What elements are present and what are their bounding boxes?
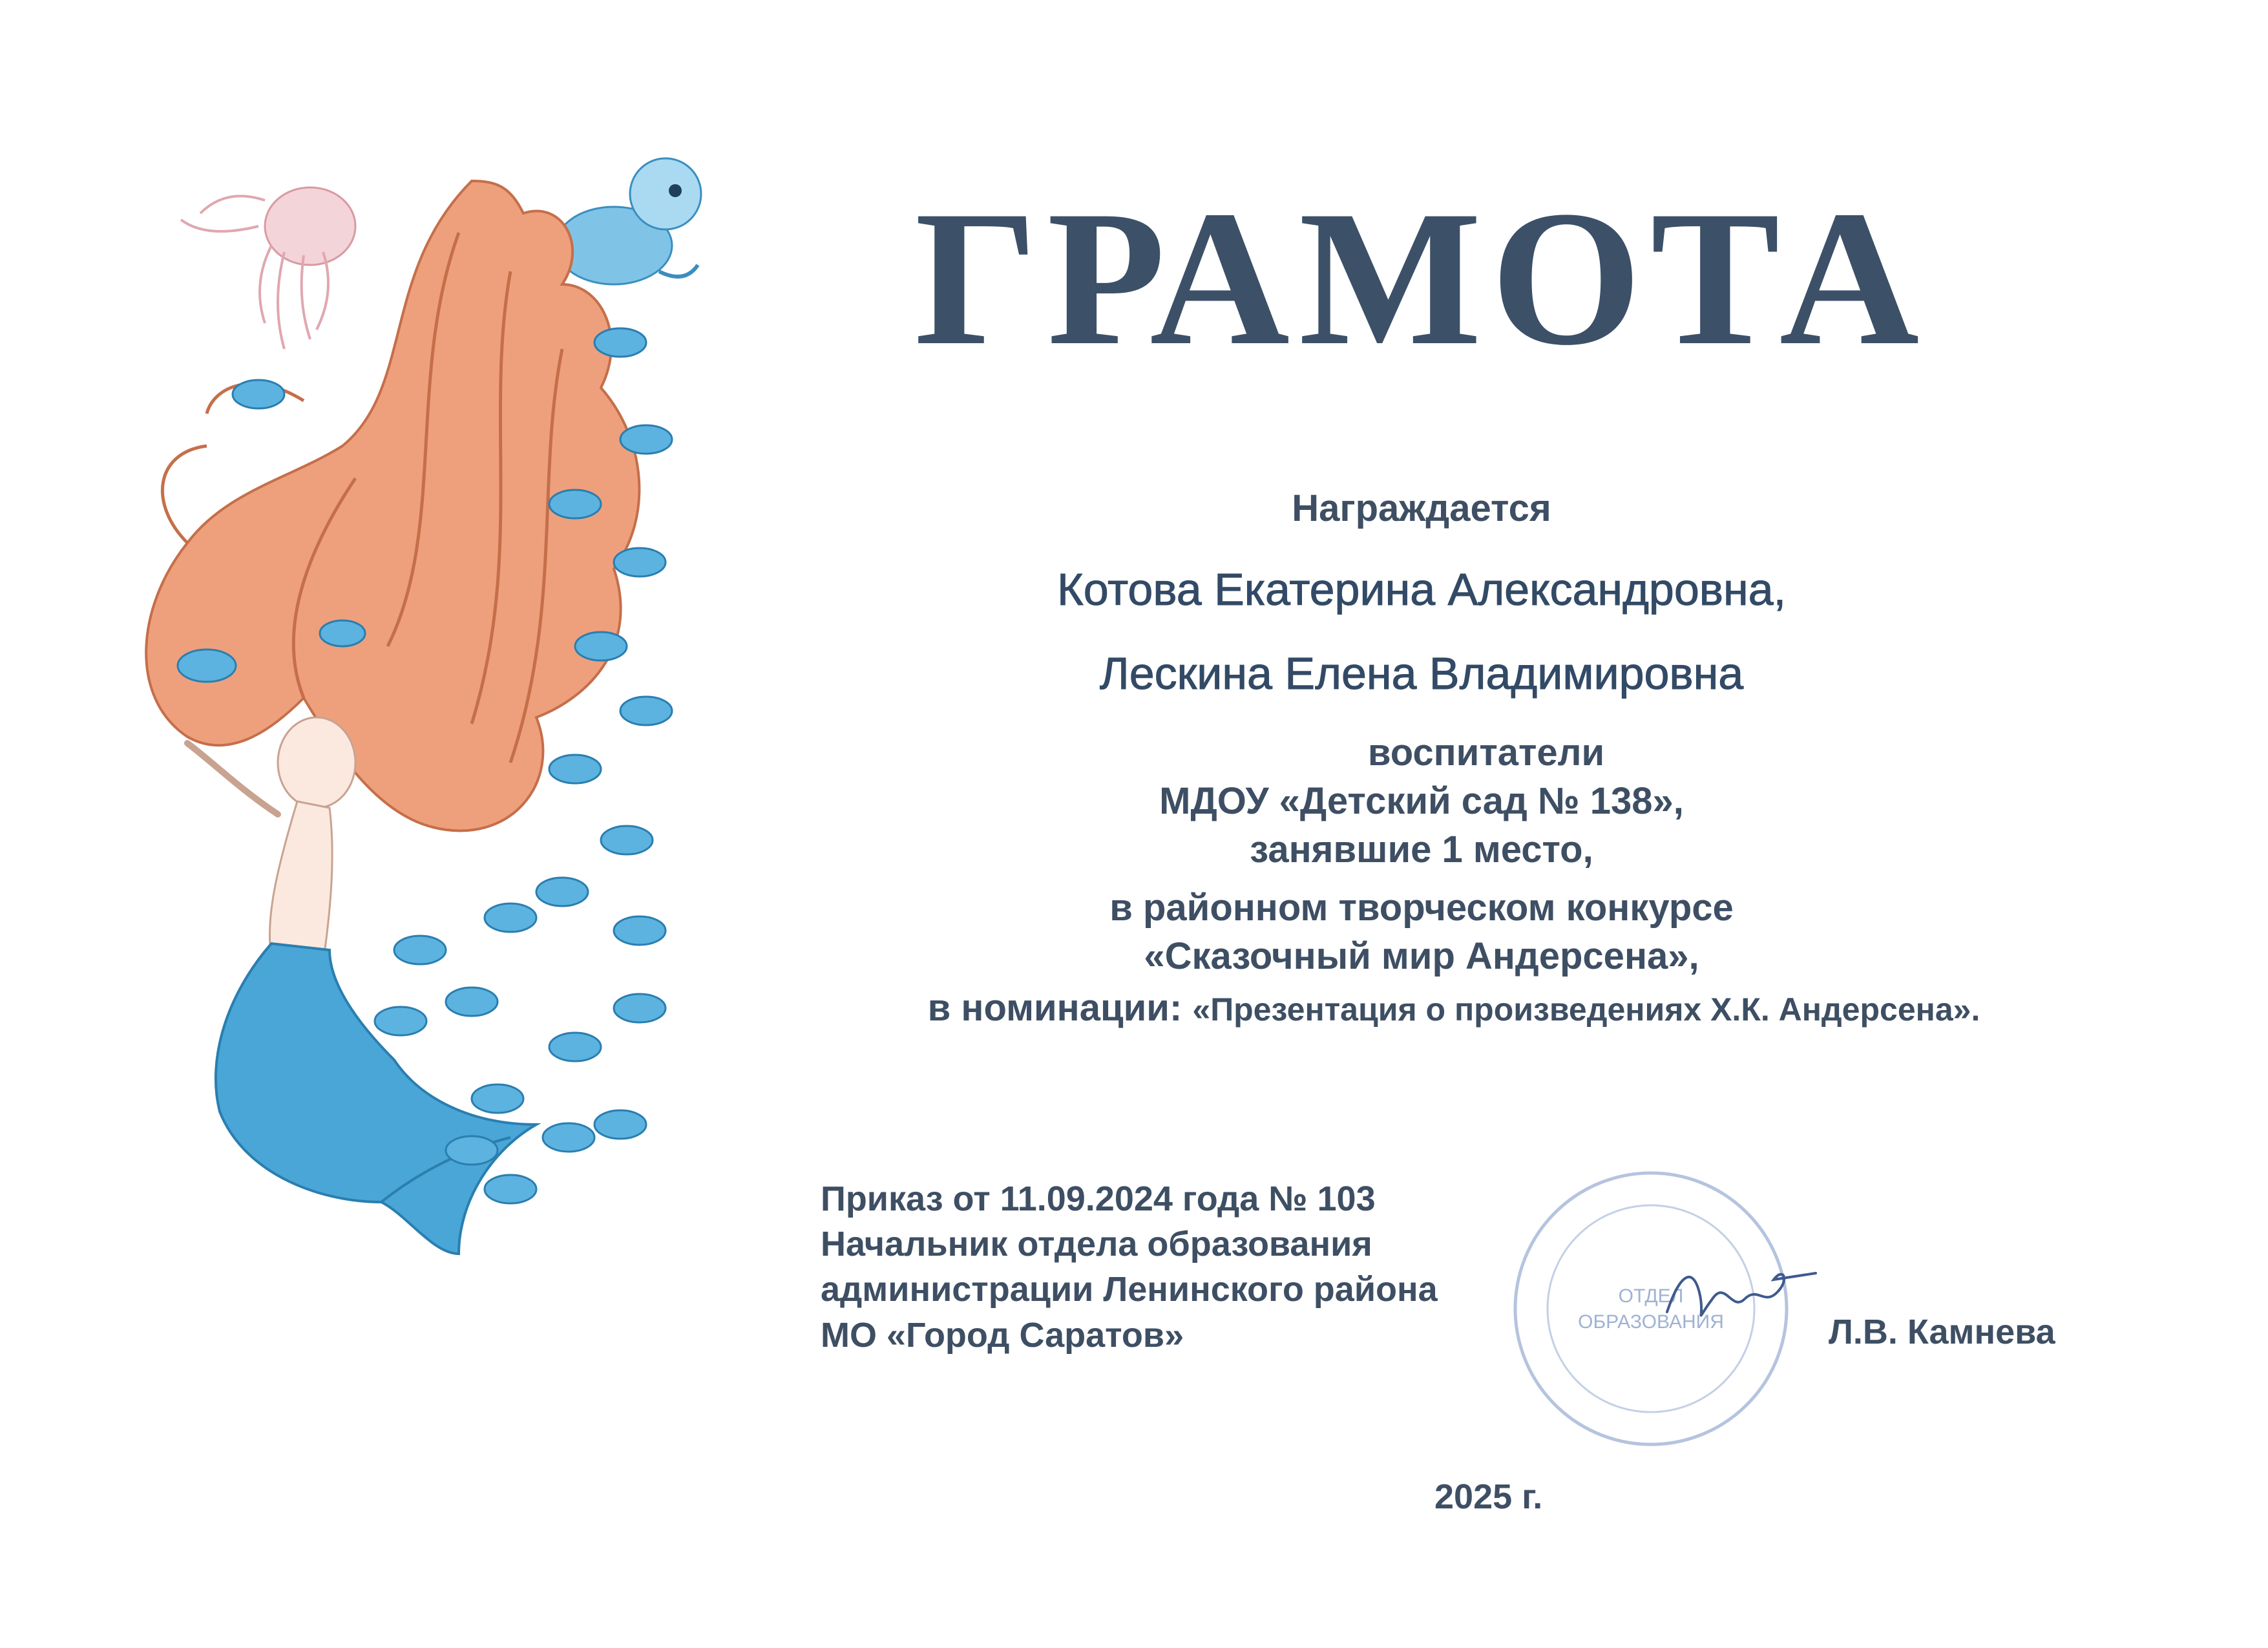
- position-line-1: Начальник отдела образования: [821, 1225, 1372, 1264]
- position-line-2: администрации Ленинского района: [821, 1270, 1438, 1309]
- year: 2025 г.: [1434, 1477, 1543, 1516]
- recipient-name-2: Лескина Елена Владимировна: [1099, 648, 1744, 699]
- contest-name: «Сказочный мир Андерсена»,: [1144, 935, 1699, 977]
- mermaid-body-icon: [187, 717, 355, 963]
- recipient-name-1: Котова Екатерина Александровна,: [1056, 564, 1787, 615]
- nomination: [808, 986, 2100, 1031]
- nomination-value: «Презентация о произведениях Х.К. Андерсена».: [1192, 991, 1980, 1028]
- place-text: занявшие 1 место,: [1250, 829, 1593, 871]
- mermaid-illustration: [110, 142, 730, 1338]
- order-text: Приказ от 11.09.2024 года № 103: [821, 1179, 1376, 1218]
- certificate-title: ГРАМОТА: [914, 171, 1929, 385]
- stamp-text-2: ОБРАЗОВАНИЯ: [1578, 1311, 1724, 1333]
- stamp-text-1: ОТДЕЛ: [1618, 1285, 1684, 1307]
- organization: МДОУ «Детский сад № 138»,: [1159, 780, 1684, 822]
- nomination-label: в номинации:: [927, 987, 1182, 1029]
- recipient-role: воспитатели: [1367, 732, 1605, 774]
- position-line-3: МО «Город Саратов»: [821, 1315, 1184, 1355]
- footer-block: [821, 1176, 1438, 1358]
- jellyfish-icon: [181, 187, 355, 349]
- signer-name: Л.В. Камнева: [1829, 1313, 2055, 1351]
- contest-intro: в районном творческом конкурсе: [1109, 887, 1734, 929]
- awarded-label: Награждается: [1292, 487, 1551, 529]
- signature: [1654, 1254, 1822, 1344]
